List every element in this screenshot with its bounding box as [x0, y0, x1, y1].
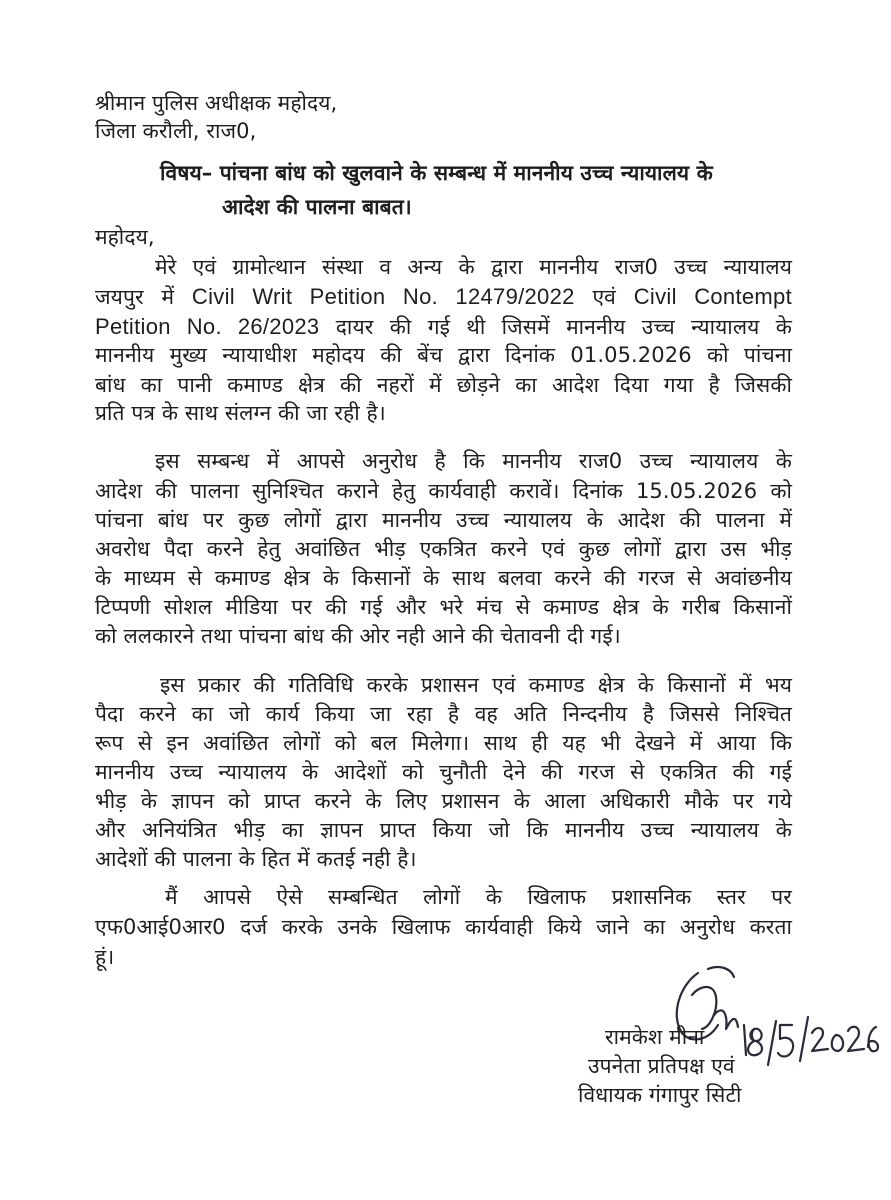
salutation: महोदय,: [95, 225, 155, 249]
subject-line-1: विषय– पांचना बांध को खुलवाने के सम्बन्ध में माननीय उच्च न्यायालय के: [160, 161, 713, 185]
para2-line-4: अवरोध पैदा करने हेतु अवांछित भीड़ एकत्रित करने एवं कुछ लोगों द्वारा उस भीड़: [95, 537, 792, 561]
signatory-name: रामकेश मीना: [605, 1025, 705, 1049]
para3-line-4: माननीय उच्च न्यायालय के आदेशों को चुनौती देने की गरज से एकत्रित की गई: [95, 760, 792, 784]
para3-line-3: रूप से इन अवांछित लोगों को बल मिलेगा। साथ ही यह भी देखने में आया कि: [95, 731, 792, 755]
para3-line-1: इस प्रकार की गतिविधि करके प्रशासन एवं कमाण्ड क्षेत्र के किसानों में भय: [160, 673, 792, 697]
para3-line-7: आदेशों की पालना के हित में कतई नही है।: [95, 847, 417, 871]
para1-line-1: मेरे एवं ग्रामोत्थान संस्था व अन्य के द्वारा माननीय राज0 उच्च न्यायालय: [155, 255, 792, 279]
para1-line-5: बांध का पानी कमाण्ड क्षेत्र की नहरों में छोड़ने का आदेश दिया गया है जिसकी: [95, 373, 792, 397]
para1-line-2: [95, 282, 792, 312]
para4-line-2: एफ0आई0आर0 दर्ज करके उनके खिलाफ कार्यवाही किये जाने का अनुरोध करता: [95, 915, 793, 939]
contempt-petition-number: Petition No. 26/2023: [95, 314, 320, 339]
para1-line-6: प्रति पत्र के साथ संलग्न की जा रही है।: [95, 401, 386, 425]
subject-line-2: आदेश की पालना बाबत।: [222, 195, 412, 219]
para2-line-7: को ललकारने तथा पांचना बांध की ओर नही आने की चेतावनी दी गई।: [95, 624, 621, 648]
para4-line-1: मैं आपसे ऐसे सम्बन्धित लोगों के खिलाफ प्रशासनिक स्तर पर: [165, 885, 792, 909]
para2-line-2: आदेश की पालना सुनिश्चित कराने हेतु कार्यवाही करावें। दिनांक 15.05.2026 को: [95, 479, 792, 503]
para2-line-3: पांचना बांध पर कुछ लोगों द्वारा माननीय उच्च न्यायालय के आदेश की पालना में: [95, 508, 792, 532]
para1-line-3: [95, 312, 792, 342]
signatory-title-1: उपनेता प्रतिपक्ष एवं: [588, 1054, 735, 1078]
para4-line-3: हूं।: [95, 945, 115, 969]
para1-line-2-c: एवं: [592, 285, 616, 309]
para3-line-5: भीड़ के ज्ञापन को प्राप्त करने के लिए प्रशासन के आला अधिकारी मौके पर गये: [95, 789, 792, 813]
para2-line-6: टिप्पणी सोशल मीडिया पर की गई और भरे मंच से कमाण्ड क्षेत्र के गरीब किसानों: [95, 595, 792, 619]
recipient-line-1: श्रीमान पुलिस अधीक्षक महोदय,: [95, 91, 338, 115]
writ-petition-number: Civil Writ Petition No. 12479/2022: [191, 284, 575, 309]
para3-line-2: पैदा करने का जो कार्य किया जा रहा है वह अति निन्दनीय है जिससे निश्चित: [95, 702, 792, 726]
para1-line-3-b: दायर की गई थी जिसमें माननीय उच्च न्यायालय के: [335, 315, 792, 339]
recipient-line-2: जिला करौली, राज0,: [95, 119, 257, 143]
signatory-title-2: विधायक गंगापुर सिटी: [578, 1083, 742, 1107]
contempt-petition-label: Civil Contempt: [633, 284, 792, 309]
para1-line-4: माननीय मुख्य न्यायाधीश महोदय की बेंच द्वारा दिनांक 01.05.2026 को पांचना: [95, 343, 792, 367]
para3-line-6: और अनियंत्रित भीड़ का ज्ञापन प्राप्त किया जो कि माननीय उच्च न्यायालय के: [95, 818, 792, 842]
para1-line-2-a: जयपुर में: [95, 285, 175, 309]
para2-line-1: इस सम्बन्ध में आपसे अनुरोध है कि माननीय राज0 उच्च न्यायालय के: [155, 449, 792, 473]
para2-line-5: के माध्यम से कमाण्ड क्षेत्र के किसानों के साथ बलवा करने की गरज से अवांछनीय: [95, 566, 792, 590]
